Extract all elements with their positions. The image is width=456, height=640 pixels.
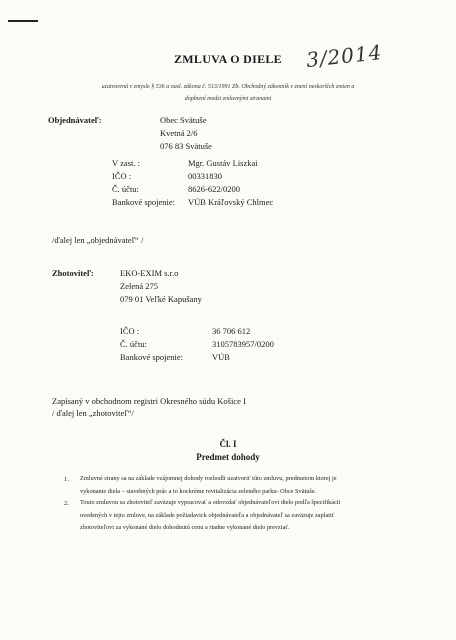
corner-mark — [8, 20, 38, 22]
zhotovitel-city: 079 01 Veľké Kapušany — [120, 294, 202, 304]
section-title: Predmet dohody — [196, 452, 260, 462]
paragraph-line: zhotoviteľovi za vykonané dielo dohodnutú cenu a riadne vykonané dielo prevziať. — [80, 524, 290, 531]
objednavatel-ico-label: IČO : — [112, 171, 132, 181]
objednavatel-street: Kvetná 2/6 — [160, 128, 198, 138]
zast-value: Mgr. Gustáv Liszkai — [188, 158, 258, 168]
item-paragraph — [80, 473, 410, 498]
zhotovitel-ucet-label: Č. účtu: — [120, 339, 147, 349]
paragraph-line: Touto zmluvou sa zhotoviteľ zaväzuje vypracovať a odovzdať objednávateľovi dielo podľa špecifikácii — [80, 499, 341, 506]
objednavatel-city: 076 83 Svätuše — [160, 141, 212, 151]
zhotovitel-banka-label: Bankové spojenie: — [120, 352, 184, 362]
objednavatel-name: Obec Svätuše — [160, 115, 207, 125]
paragraph-line: Zmluvné strany sa na základe vzájomnej dohody rozhodli uzatvoriť túto zmluvu, predmetom ktorej je — [80, 475, 337, 482]
paragraph-line: vykonanie diela – stavebných prác a to kockréme revitalizácia zeleného parku- Obce Svätuše. — [80, 487, 317, 495]
zhotovitel-label: Zhotoviteľ: — [52, 268, 94, 278]
objednavatel-ucet-label: Č. účtu: — [112, 184, 139, 194]
subtitle-line-2: doplnení medzi zmluvnými stranami — [184, 96, 272, 102]
subtitle-line-1: uzatvorená v zmysle § 536 a nasl. zákona č. 513/1991 Zb. Obchodný zákonník v znení neskorších zmien a — [101, 84, 355, 90]
document-title: ZMLUVA O DIELE — [173, 52, 282, 66]
objednavatel-ucet-value: 8626-622/0200 — [188, 184, 240, 194]
paragraph-line: uvedených v tejto zmluve, na základe požiadavick objednávateľa a objednávateľ sa zaväzuje zaplatiť — [80, 511, 335, 519]
zhotovitel-alias: / ďalej len „zhotoviteľ“/ — [52, 408, 134, 418]
section-heading: Čl. I — [219, 439, 237, 449]
zhotovitel-street: Zelená 275 — [120, 281, 158, 291]
item-paragraph — [80, 497, 410, 535]
objednavatel-banka-value: VÚB Kráľovský Chlmec — [188, 197, 274, 207]
zhotovitel-name: EKO-EXIM s.r.o — [120, 268, 179, 278]
obchodny-register: Zapísaný v obchodnom registri Okresného súdu Košice I — [52, 396, 246, 406]
item-number: 1. — [64, 476, 69, 483]
zast-label: V zast. : — [112, 158, 140, 168]
objednavatel-alias: /ďalej len „objednávateľ“ / — [52, 235, 144, 245]
objednavatel-banka-label: Bankové spojenie: — [112, 197, 176, 207]
zhotovitel-ucet-value: 3105783957/0200 — [212, 339, 274, 349]
zhotovitel-banka-value: VÚB — [212, 352, 230, 362]
item-number: 2. — [64, 500, 69, 507]
zhotovitel-ico-label: IČO : — [120, 326, 140, 336]
zhotovitel-ico-value: 36 706 612 — [212, 326, 251, 336]
objednavatel-ico-value: 00331830 — [188, 171, 222, 181]
objednavatel-label: Objednávateľ: — [48, 115, 102, 125]
handwritten-contract-number: 3/2014 — [304, 40, 384, 72]
